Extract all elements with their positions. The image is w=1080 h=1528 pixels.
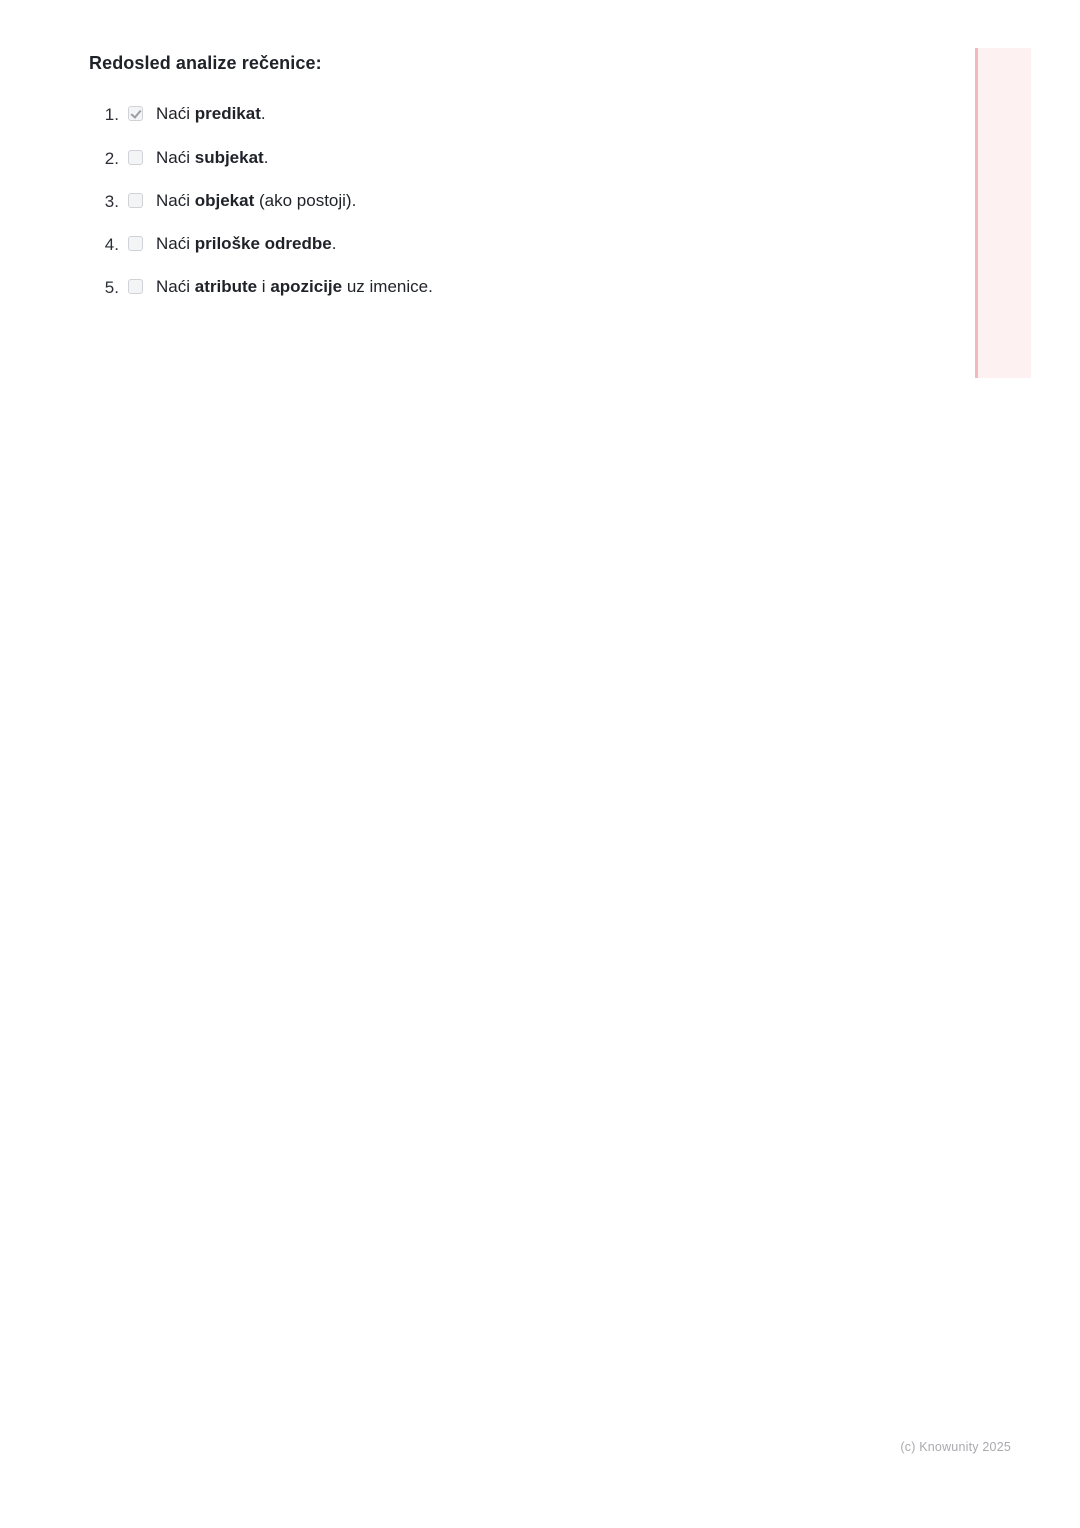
list-item — [89, 103, 909, 125]
list-item-number — [89, 103, 119, 125]
text-fragment: Naći — [156, 277, 195, 297]
list-item-text — [156, 147, 268, 168]
text-fragment: Naći — [156, 234, 195, 254]
text-fragment: (ako postoji). — [254, 190, 357, 210]
checkbox-icon[interactable] — [128, 193, 143, 208]
list-item-number — [89, 147, 119, 169]
list-item-number — [89, 276, 119, 298]
list-item — [89, 233, 909, 255]
page-title: Redosled analize rečenice: — [89, 53, 322, 73]
checkbox-checked-icon[interactable] — [128, 106, 143, 121]
list-item — [89, 190, 909, 212]
document-content — [89, 52, 909, 320]
list-item-text — [156, 103, 266, 124]
list-item-text — [156, 190, 356, 211]
analysis-steps-list — [89, 103, 909, 298]
list-item — [89, 276, 909, 298]
checkbox-icon[interactable] — [128, 150, 143, 165]
text-fragment: uz imenice. — [342, 277, 433, 297]
decorative-accent-bar — [975, 48, 1031, 378]
text-fragment: i — [257, 277, 271, 297]
checkbox-icon[interactable] — [128, 236, 143, 251]
list-item-number — [89, 233, 119, 255]
text-fragment: Naći — [156, 190, 195, 210]
term-emphasis: apozicije — [270, 277, 343, 297]
term-emphasis: predikat — [194, 104, 261, 124]
text-fragment: . — [260, 104, 266, 124]
list-item-text — [156, 233, 336, 254]
list-item-text — [156, 276, 433, 297]
term-emphasis: atribute — [194, 277, 258, 297]
text-fragment: . — [331, 234, 337, 254]
term-emphasis: priloške odredbe — [194, 234, 332, 254]
footer-copyright: (c) Knowunity 2025 — [900, 1440, 1011, 1454]
term-emphasis: objekat — [194, 190, 255, 210]
list-item — [89, 147, 909, 169]
checkbox-icon[interactable] — [128, 279, 143, 294]
text-fragment: Naći — [156, 104, 195, 124]
text-fragment: . — [263, 147, 269, 167]
term-emphasis: subjekat — [194, 147, 264, 167]
text-fragment: Naći — [156, 147, 195, 167]
list-item-number — [89, 190, 119, 212]
